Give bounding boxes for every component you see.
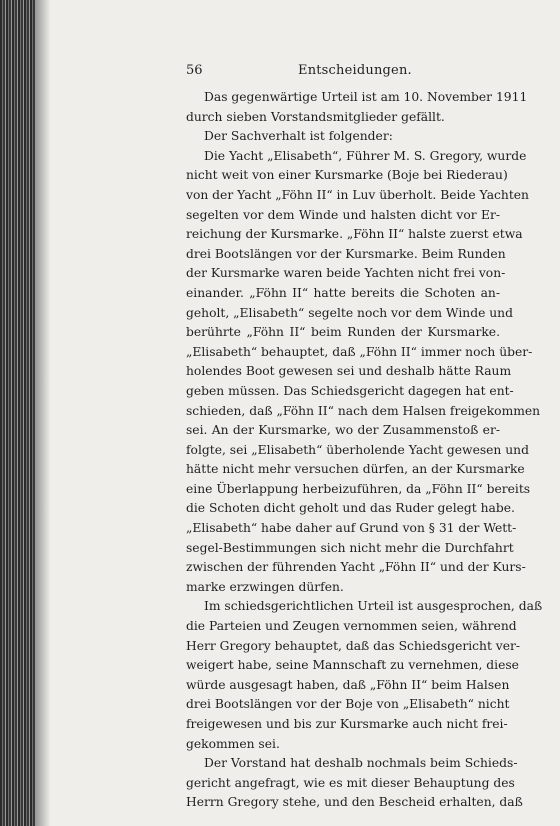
text-line: eine Überlappung herbeizuführen, da „Föhn II“ bereits [186, 481, 531, 496]
text-line: Der Sachverhalt ist folgender: [204, 129, 393, 144]
text-line: freigewesen und bis zur Kursmarke auch nicht frei- [186, 717, 508, 731]
page-header [186, 61, 500, 81]
text-line: segelten vor dem Winde und halsten dicht vor Er- [186, 207, 500, 222]
body-text [186, 88, 543, 813]
text-line: reichung der Kursmarke. „Föhn II“ halste zuerst etwa [186, 227, 523, 242]
text-line: Herrn Gregory stehe, und den Bescheid erhalten, daß [186, 795, 523, 810]
text-line: Im schiedsgerichtlichen Urteil ist ausgesprochen, daß [204, 599, 543, 614]
text-line: die Parteien und Zeugen vernommen seien, während [186, 619, 517, 634]
text-line: gekommen sei. [186, 736, 280, 751]
text-line: segel-Bestimmungen sich nicht mehr die Durchfahrt [186, 540, 514, 555]
text-line: schieden, daß „Föhn II“ nach dem Halsen freigekommen [186, 403, 541, 418]
text-line: durch sieben Vorstandsmitglieder gefällt. [186, 109, 445, 124]
text-line: weigert habe, seine Mannschaft zu vernehmen, diese [186, 658, 519, 673]
text-line: gericht angefragt, wie es mit dieser Behauptung des [186, 775, 515, 790]
text-line: von der Yacht „Föhn II“ in Luv überholt. Beide Yachten [186, 187, 529, 202]
text-line: „Elisabeth“ behauptet, daß „Föhn II“ immer noch über- [186, 344, 533, 359]
text-line: einander. „Föhn II“ hatte bereits die Schoten an- [186, 285, 500, 300]
book-binding [0, 0, 36, 826]
page-number: 56 [186, 63, 203, 78]
text-line: Das gegenwärtige Urteil ist am 10. November 1911 [204, 90, 528, 104]
text-line: holendes Boot gewesen sei und deshalb hätte Raum [186, 364, 512, 379]
text-line: berührte „Föhn II“ beim Runden der Kursmarke. [186, 325, 500, 340]
gutter-shadow [36, 0, 50, 826]
text-line: folgte, sei „Elisabeth“ überholende Yacht gewesen und [186, 442, 529, 457]
text-line: marke erzwingen dürfen. [186, 579, 344, 594]
text-line: „Elisabeth“ habe daher auf Grund von § 31 der Wett- [186, 521, 517, 536]
text-line: würde ausgesagt haben, daß „Föhn II“ beim Halsen [186, 677, 510, 692]
text-line: geben müssen. Das Schiedsgericht dagegen hat ent- [186, 383, 514, 398]
text-line: zwischen der führenden Yacht „Föhn II“ und der Kurs- [186, 560, 526, 575]
text-line: sei. An der Kursmarke, wo der Zusammenstoß er- [186, 423, 500, 438]
text-line: Herr Gregory behauptet, daß das Schiedsgericht ver- [186, 638, 521, 653]
text-line: nicht weit von einer Kursmarke (Boje bei Riederau) [186, 168, 508, 183]
text-line: drei Bootslängen vor der Kursmarke. Beim Runden [186, 246, 506, 261]
text-line: drei Bootslängen vor der Boje von „Elisabeth“ nicht [186, 697, 510, 712]
text-line: hätte nicht mehr versuchen dürfen, an der Kursmarke [186, 462, 525, 477]
text-line: geholt, „Elisabeth“ segelte noch vor dem Winde und [186, 305, 513, 320]
text-line: Der Vorstand hat deshalb nochmals beim Schieds- [204, 756, 518, 771]
text-line: die Schoten dicht geholt und das Ruder gelegt habe. [186, 501, 515, 516]
text-line: Die Yacht „Elisabeth“, Führer M. S. Gregory, wurde [204, 148, 527, 163]
running-head: Entscheidungen. [298, 63, 412, 78]
text-line: der Kursmarke waren beide Yachten nicht frei von- [186, 266, 506, 281]
